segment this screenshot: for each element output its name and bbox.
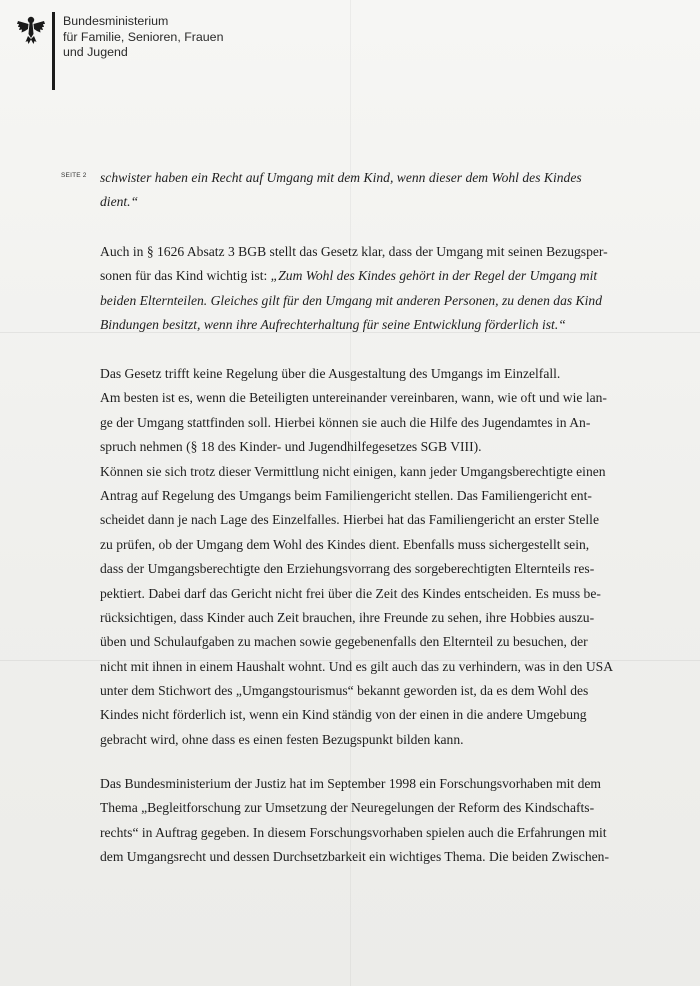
text-line: Das Gesetz trifft keine Regelung über die Ausgestaltung des Umgangs im Einzelfall. xyxy=(100,366,561,381)
text-line: ge der Umgang stattfinden soll. Hierbei können sie auch die Hilfe des Jugendamtes in An- xyxy=(100,414,591,430)
text-line: Bindungen besitzt, wenn ihre Aufrechterhaltung für seine Entwicklung förderlich ist.“ xyxy=(100,317,566,333)
header-rule xyxy=(52,12,55,90)
quoted-text-run: „Zum Wohl des Kindes gehört in der Regel der Umgang mit xyxy=(270,268,598,284)
ministry-line: für Familie, Senioren, Frauen xyxy=(63,29,224,44)
text-line: zu prüfen, ob der Umgang dem Wohl des Kindes dient. Ebenfalls muss sichergestellt sein, xyxy=(100,536,590,552)
text-line: Können sie sich trotz dieser Vermittlung nicht einigen, kann jeder Umgangsberechtigte einen xyxy=(100,463,606,479)
text-line: pektiert. Dabei darf das Gericht nicht frei über die Zeit des Kindes entscheiden. Es muss be- xyxy=(100,585,601,601)
ministry-name xyxy=(63,14,223,61)
text-line: dient.“ xyxy=(100,194,139,210)
text-line: schwister haben ein Recht auf Umgang mit dem Kind, wenn dieser dem Wohl des Kindes xyxy=(100,170,582,185)
paragraph xyxy=(100,772,630,870)
ministry-line: Bundesministerium xyxy=(63,14,169,28)
ministry-line: und Jugend xyxy=(63,45,128,59)
text-line: Am besten ist es, wenn die Beteiligten untereinander vereinbaren, wann, wie oft und wie lan- xyxy=(100,390,607,406)
text-line: dem Umgangsrecht und dessen Durchsetzbarkeit ein wichtiges Thema. Die beiden Zwischen- xyxy=(100,849,609,865)
text-line: üben und Schulaufgaben zu machen sowie gegebenenfalls den Elternteil zu besuchen, der xyxy=(100,634,588,650)
text-line: nicht mit ihnen in einem Haushalt wohnt. Und es gilt auch das zu verhindern, was in den USA xyxy=(100,658,614,674)
text-line: beiden Elternteilen. Gleiches gilt für den Umgang mit anderen Personen, zu denen das Kind xyxy=(100,292,602,308)
text-line xyxy=(100,264,630,288)
text-line: Antrag auf Regelung des Umgangs beim Familiengericht stellen. Das Familiengericht ent- xyxy=(100,487,592,503)
text-line: scheidet dann je nach Lage des Einzelfalles. Hierbei hat das Familiengericht an erster Stelle xyxy=(100,512,599,528)
text-line: gebracht wird, ohne dass es einen festen Bezugspunkt bilden kann. xyxy=(100,731,464,747)
text-line: Kindes nicht förderlich ist, wenn ein Kind ständig von der einen in die andere Umgebung xyxy=(100,707,587,723)
text-line: spruch nehmen (§ 18 des Kinder- und Jugendhilfegesetzes SGB VIII). xyxy=(100,439,482,455)
paragraph xyxy=(100,166,630,215)
text-line: Das Bundesministerium der Justiz hat im September 1998 ein Forschungsvorhaben mit dem xyxy=(100,776,602,791)
text-line: rechts“ in Auftrag gegeben. In diesem Forschungsvorhaben spielen auch die Erfahrungen mit xyxy=(100,824,607,840)
text-line: Thema „Begleitforschung zur Umsetzung der Neuregelungen der Reform des Kindschafts- xyxy=(100,800,595,816)
paragraph xyxy=(100,362,630,752)
federal-eagle-icon xyxy=(16,14,46,46)
text-line: dass der Umgangsberechtigte den Erziehungsvorrang des sorgeberechtigten Elternteils res- xyxy=(100,561,595,577)
page-number-label: SEITE 2 xyxy=(61,172,87,179)
text-line: unter dem Stichwort des „Umgangstourismus“ bekannt geworden ist, da es dem Wohl des xyxy=(100,683,589,699)
paragraph xyxy=(100,240,630,338)
text-line: Auch in § 1626 Absatz 3 BGB stellt das Gesetz klar, dass der Umgang mit seinen Bezugsper- xyxy=(100,244,608,259)
text-run: sonen für das Kind wichtig ist: xyxy=(100,268,271,284)
text-line: rücksichtigen, dass Kinder auch Zeit brauchen, ihre Freunde zu sehen, ihre Hobbies auszu- xyxy=(100,609,595,625)
